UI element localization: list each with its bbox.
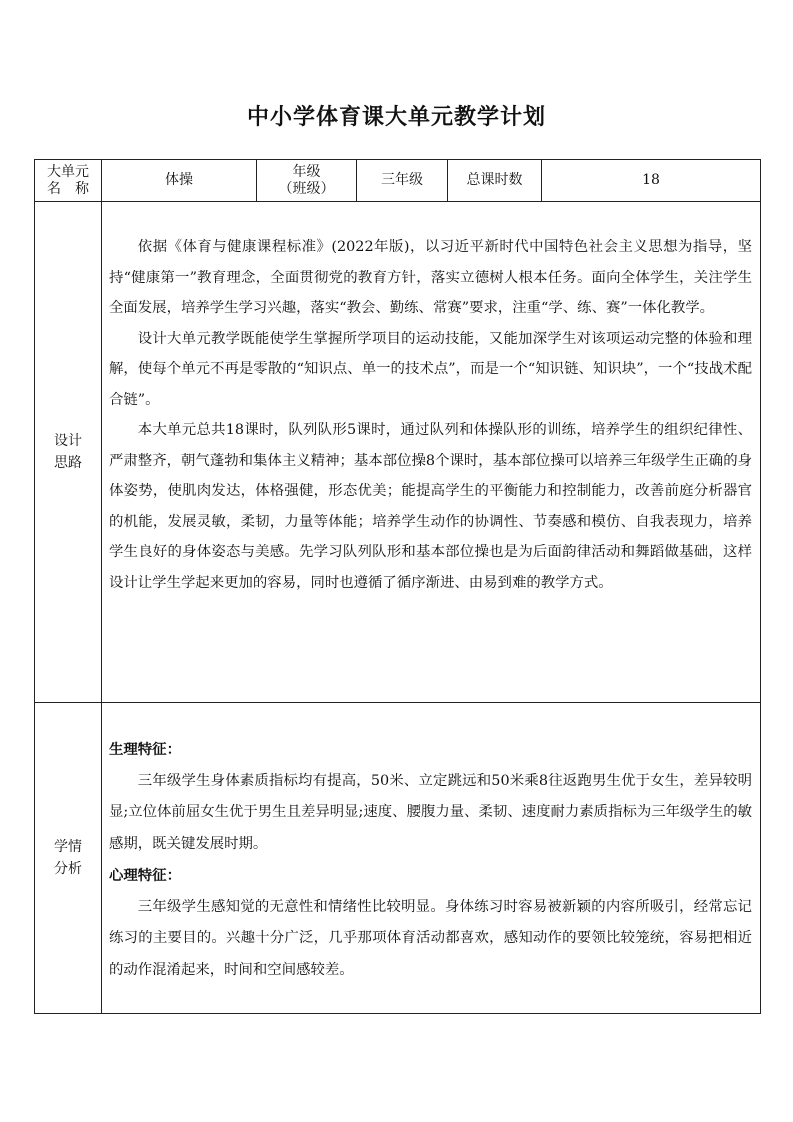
design-row <box>35 202 761 703</box>
header-row <box>35 160 761 202</box>
grade-value: 三年级 <box>357 160 448 202</box>
design-label: 设计 思路 <box>35 202 102 703</box>
physio-text: 三年级学生身体素质指标均有提高，50米、立定跳远和50米乘8往返跑男生优于女生，差异较明显;立位体前屈女生优于男生且差异明显;速度、腰腹力量、柔韧、速度耐力素质指标为三年级学生的敏感期，既关键发展时期。 <box>109 772 752 852</box>
analysis-row <box>35 703 761 1014</box>
grade-label: 年级 （班级） <box>257 160 357 202</box>
unit-name-label: 大单元 名 称 <box>35 160 102 202</box>
design-paragraph: 设计大单元教学既能使学生掌握所学项目的运动技能，又能加深学生对该项运动完整的体验和理解，使每个单元不再是零散的“知识点、单一的技术点”，而是一个“知识链、知识块”，一个“技战术配合链”。 <box>109 330 752 408</box>
psych-text: 三年级学生感知觉的无意性和情绪性比较明显。身体练习时容易被新颖的内容所吸引，经常忘记练习的主要目的。兴趣十分广泛，几乎那项体育活动都喜欢，感知动作的要领比较笼统，容易把相近的动作混淆起来，时间和空间感较差。 <box>109 898 752 978</box>
analysis-content <box>102 703 761 1014</box>
design-paragraph: 本大单元总共18课时，队列队形5课时，通过队列和体操队形的训练，培养学生的组织纪律性、严肃整齐，朝气蓬勃和集体主义精神；基本部位操8个课时，基本部位操可以培养三年级学生正确的身体姿势，使肌肉发达，体格强健，形态优美；能提高学生的平衡能力和控制能力，改善前庭分析器官的机能，发展灵敏，柔韧，力量等体能；培养学生动作的协调性、节奏感和模仿、自我表现力，培养学生良好的身体姿态与美感。先学习队列队形和基本部位操也是为后面韵律活动和舞蹈做基础，这样设计让学生学起来更加的容易，同时也遵循了循序渐进、由易到难的教学方式。 <box>109 422 752 591</box>
hours-label: 总课时数 <box>448 160 542 202</box>
physio-heading: 生理特征： <box>109 741 181 758</box>
psych-heading: 心理特征： <box>109 867 181 884</box>
design-paragraph: 依据《体育与健康课程标准》(2022年版)，以习近平新时代中国特色社会主义思想为指导，坚持“健康第一”教育理念，全面贯彻党的教育方针，落实立德树人根本任务。面向全体学生，关注学生全面发展，培养学生学习兴趣，落实“教会、勤练、常赛”要求，注重“学、练、赛”一体化教学。 <box>109 239 752 316</box>
hours-value: 18 <box>542 160 761 202</box>
page-title: 中小学体育课大单元教学计划 <box>246 104 546 130</box>
plan-table <box>34 159 761 1014</box>
unit-name-value: 体操 <box>102 160 257 202</box>
design-content <box>102 202 761 703</box>
analysis-label: 学情 分析 <box>35 703 102 1014</box>
